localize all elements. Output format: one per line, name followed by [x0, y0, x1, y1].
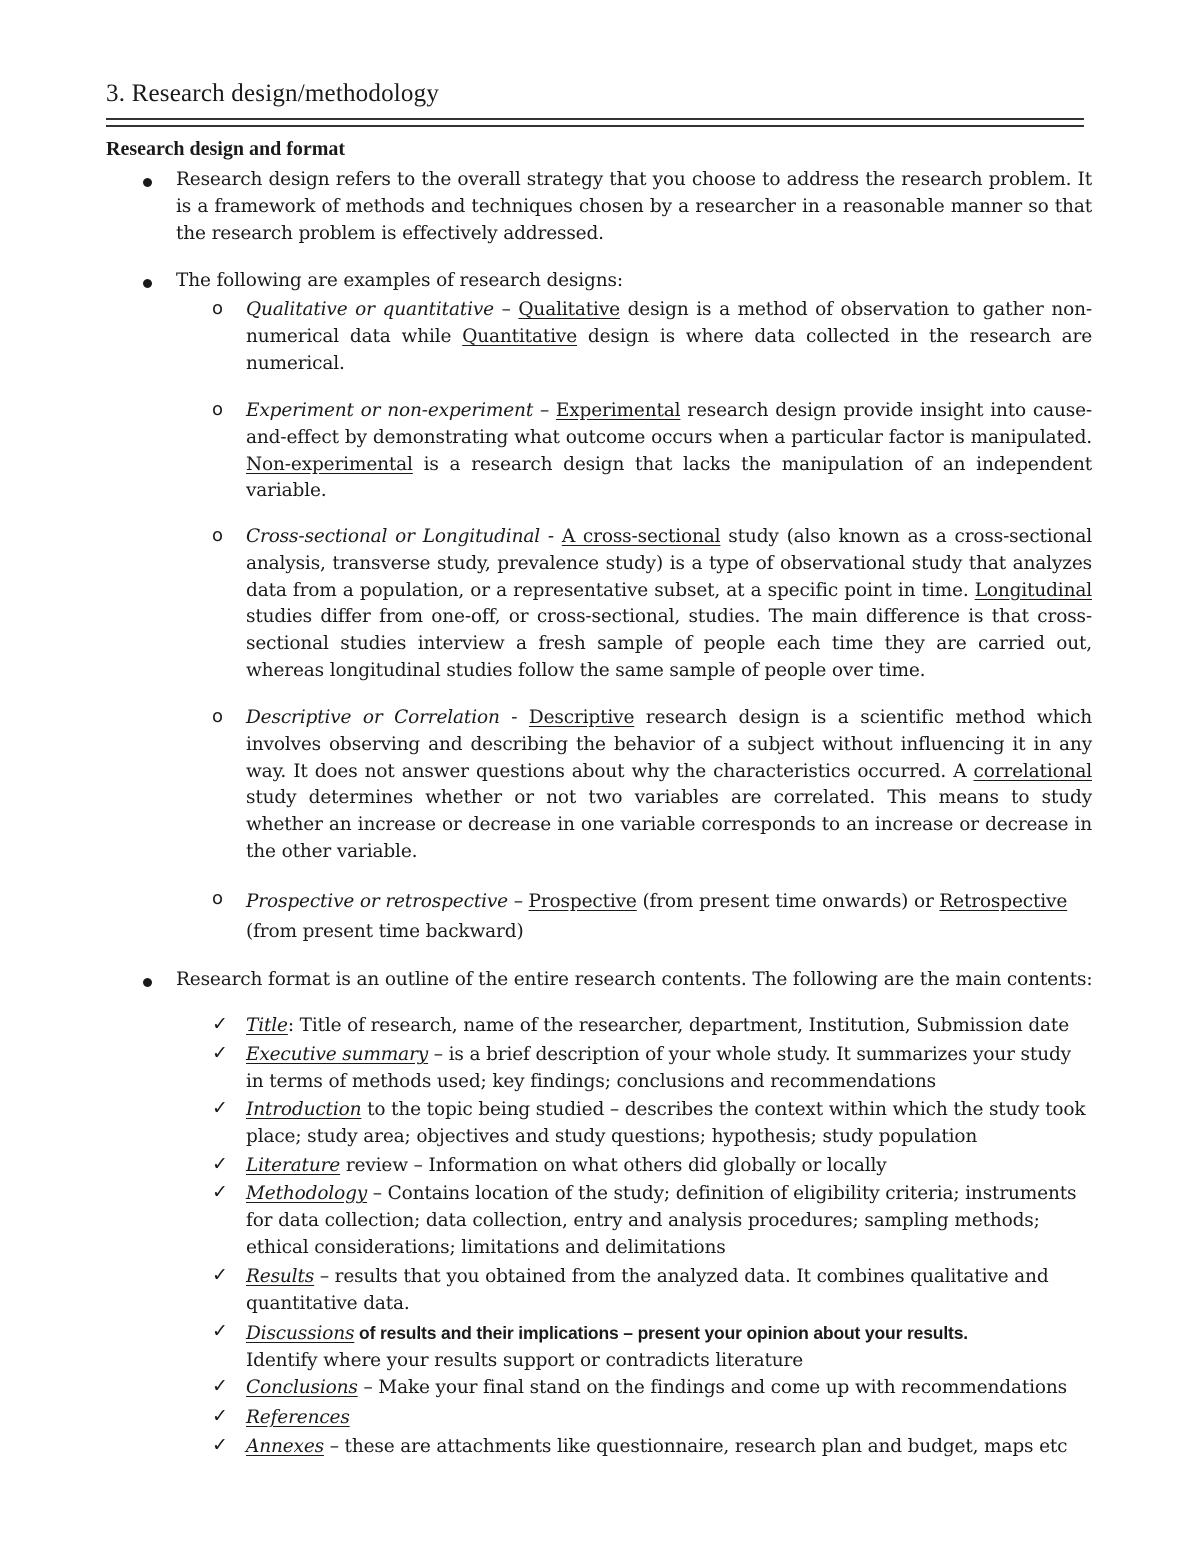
design-item: Prospective or retrospective – Prospective (from present time onwards) or Retrospective (from present time backward): [246, 891, 1068, 942]
bullet-icon: [143, 978, 152, 987]
content-item: Annexes – these are attachments like questionnaire, research plan and budget, maps etc: [246, 1436, 1068, 1457]
content-item: Discussions of results and their implications – present your opinion about your results. Identify where your results support or contradicts literature: [246, 1323, 969, 1371]
circle-bullet-icon: o: [212, 298, 224, 319]
content-item: Title: Title of research, name of the researcher, department, Institution, Submission date: [246, 1015, 1069, 1036]
design-term: Cross-sectional or Longitudinal: [246, 526, 540, 547]
checkmark-icon: ✓: [212, 1013, 228, 1035]
bullet-icon: [143, 279, 152, 288]
content-term: Literature: [246, 1155, 341, 1176]
checkmark-icon: ✓: [212, 1264, 228, 1286]
content-term: Results: [246, 1266, 315, 1287]
circle-bullet-icon: o: [212, 706, 224, 727]
design-key-term: Prospective: [528, 891, 637, 912]
circle-bullet-icon: o: [212, 399, 224, 420]
content-term: Executive summary: [246, 1044, 429, 1065]
content-item: Executive summary – is a brief description of your whole study. It summarizes your study in terms of methods used; key findings; conclusions and recommendations: [246, 1044, 1071, 1092]
checkmark-icon: ✓: [212, 1153, 228, 1175]
content-term: Conclusions: [246, 1377, 358, 1398]
design-key-term: Experimental: [555, 400, 681, 421]
bullet-paragraph: Research format is an outline of the entire research contents. The following are the main contents:: [176, 969, 1093, 990]
checkmark-icon: ✓: [212, 1181, 228, 1203]
design-term: Experiment or non-experiment: [246, 400, 534, 421]
circle-bullet-icon: o: [212, 888, 224, 909]
circle-bullet-icon: o: [212, 525, 224, 546]
content-term: Title: [246, 1015, 288, 1036]
checkmark-icon: ✓: [212, 1405, 228, 1427]
content-item: Results – results that you obtained from the analyzed data. It combines qualitative and quantitative data.: [246, 1266, 1049, 1314]
content-item: Conclusions – Make your final stand on the findings and come up with recommendations: [246, 1377, 1067, 1398]
design-term: Descriptive or Correlation: [246, 707, 500, 728]
design-key-term: Descriptive: [528, 707, 635, 728]
content-term: Methodology: [246, 1183, 368, 1204]
checkmark-icon: ✓: [212, 1320, 228, 1342]
content-term: Discussions: [246, 1323, 355, 1344]
bullet-paragraph: The following are examples of research designs:: [176, 270, 623, 291]
page-title: 3. Research design/methodology: [106, 80, 440, 107]
design-key-term: Non-experimental: [246, 453, 413, 475]
content-item: Methodology – Contains location of the study; definition of eligibility criteria; instruments for data collection; data collection, entry and analysis procedures; sampling methods; ethical considerations; limitations and delimitations: [246, 1183, 1077, 1258]
content-item: Introduction to the topic being studied – describes the context within which the study took place; study area; objectives and study questions; hypothesis; study population: [246, 1099, 1086, 1147]
checkmark-icon: ✓: [212, 1434, 228, 1456]
content-term: References: [246, 1407, 350, 1428]
checkmark-icon: ✓: [212, 1375, 228, 1397]
section-heading: Research design and format: [106, 138, 346, 160]
content-term: Introduction: [246, 1099, 362, 1120]
content-item: Literature review – Information on what others did globally or locally: [246, 1155, 887, 1176]
content-term: Annexes: [246, 1436, 324, 1457]
checkmark-icon: ✓: [212, 1042, 228, 1064]
design-key-term: correlational: [973, 760, 1092, 782]
design-item: Qualitative or quantitative – Qualitative design is a method of observation to gather non-numerical data while Quantitative design is where data collected in the research are numerical.: [246, 299, 1093, 374]
design-key-term: Quantitative: [462, 325, 577, 347]
bullet-paragraph: Research design refers to the overall strategy that you choose to address the research problem. It is a framework of methods and techniques chosen by a researcher in a reasonable manner so that the research problem is effectively addressed.: [176, 169, 1092, 244]
checkmark-icon: ✓: [212, 1097, 228, 1119]
design-key-term: Qualitative: [518, 299, 620, 320]
design-item: Descriptive or Correlation - Descriptive research design is a scientific method which involves observing and describing the behavior of a subject without influencing it in any way. It does not answer questions about why the characteristics occurred. A correlational study determines whether or not two variables are correlated. This means to study whether an increase or decrease in one variable corresponds to an increase or decrease in the other variable.: [246, 707, 1092, 862]
design-term: Prospective or retrospective: [246, 891, 508, 912]
design-item: Cross-sectional or Longitudinal - A cross-sectional study (also known as a cross-sectional analysis, transverse study, prevalence study) is a type of observational study that analyzes data from a population, or a representative subset, at a specific point in time. Longitudinal studies differ from one-off, or cross-sectional, studies. The main difference is that cross-sectional studies interview a fresh sample of people each time they are carried out, whereas longitudinal studies follow the same sample of people over time.: [246, 526, 1092, 681]
design-term: Qualitative or quantitative: [246, 299, 494, 320]
double-rule-divider: [106, 118, 1084, 127]
design-key-term: Longitudinal: [974, 579, 1092, 601]
design-key-term: Retrospective: [939, 891, 1068, 912]
design-item: Experiment or non-experiment – Experimental research design provide insight into cause-and-effect by demonstrating what outcome occurs when a particular factor is manipulated. Non-experimental is a research design that lacks the manipulation of an independent variable.: [246, 400, 1092, 502]
content-item: [246, 1405, 1106, 1432]
design-key-term: A cross-sectional: [561, 526, 721, 547]
bullet-icon: [143, 178, 152, 187]
